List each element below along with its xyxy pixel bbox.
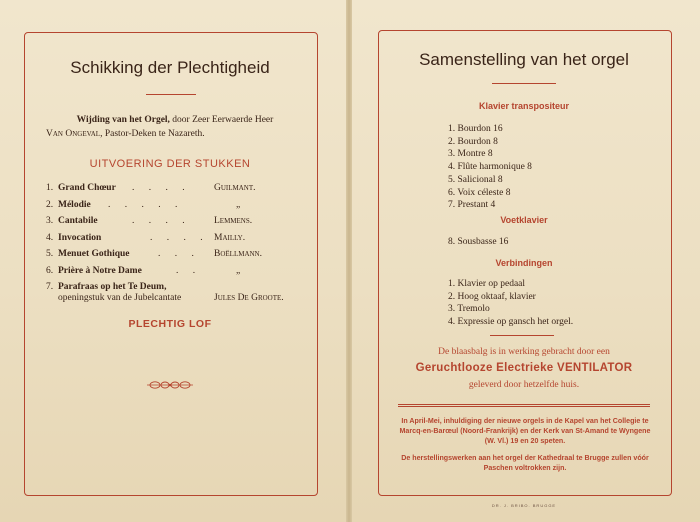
dedication-bold: Wijding van het Orgel, <box>76 115 170 125</box>
program-subtitle: openingstuk van de Jubelcantate <box>58 293 182 303</box>
title-rule <box>492 83 556 84</box>
title-rule <box>146 94 196 95</box>
ceremony-title: Schikking der Plechtigheid <box>70 58 270 77</box>
program-composer: Guilmant. <box>214 183 256 193</box>
ornament-icon <box>145 378 195 392</box>
page-fold <box>346 0 352 522</box>
program-item <box>46 216 306 233</box>
program-number: 7. <box>46 282 54 292</box>
program-heading: UITVOERING DER STUKKEN <box>89 158 251 170</box>
printer-imprint: DR. J. BRIBO. BRUGGE <box>491 503 557 508</box>
program-item <box>46 200 306 217</box>
dedication-name: Van Ongeval <box>46 129 101 139</box>
program-item <box>46 183 306 200</box>
program-piece: Grand Chœur <box>58 183 116 193</box>
program-dots: . . . . <box>132 183 191 193</box>
coupler-item: 4. Expressie op gansch het orgel. <box>448 317 574 328</box>
stop-item: 4. Flûte harmonique 8 <box>448 162 532 173</box>
pedal-list <box>448 236 508 249</box>
dedication-text-2: , Pastor-Deken te Nazareth. <box>100 129 205 139</box>
program-piece: Menuet Gothique <box>58 249 130 259</box>
stop-item: 8. Sousbasse 16 <box>448 237 509 247</box>
section-rule <box>490 335 554 336</box>
blower-line-1: De blaasbalg is in werking gebracht door een <box>438 347 610 357</box>
program-dots: . . . <box>158 249 200 259</box>
program-item <box>46 282 306 308</box>
section-heading: Voetklavier <box>500 215 548 225</box>
program-composer: „ <box>236 199 241 210</box>
program-composer: „ <box>236 265 241 276</box>
blower-line-3: geleverd door hetzelfde huis. <box>468 380 580 390</box>
notice-rule-top <box>398 404 650 405</box>
program-composer: Jules De Groote. <box>214 293 284 303</box>
blower-line-2: Geruchtlooze Electrieke VENTILATOR <box>415 362 633 374</box>
program-item <box>46 266 306 283</box>
stop-item: 3. Montre 8 <box>448 149 493 160</box>
stop-item: 6. Voix céleste 8 <box>448 187 511 198</box>
coupler-item: 3. Tremolo <box>448 304 490 315</box>
program-piece: Prière à Notre Dame <box>58 265 142 276</box>
program-number: 3. <box>46 216 54 226</box>
organ-title: Samenstelling van het orgel <box>419 50 629 69</box>
program-dots: . . <box>176 265 202 276</box>
section-heading: Klavier transpositeur <box>478 101 570 111</box>
stops-list <box>448 123 532 212</box>
closing-title: PLECHTIG LOF <box>128 318 212 330</box>
program-dots: . . . . <box>150 232 209 243</box>
program-number: 1. <box>46 183 54 193</box>
program-number: 2. <box>46 199 54 210</box>
program-number: 5. <box>46 249 54 259</box>
program-item <box>46 233 306 250</box>
dedication-line-1 <box>46 113 304 127</box>
notice-paragraph-2: De herstellingswerken aan het orgel der Kathedraal te Brugge zullen vóór Paschen voltrokken zijn. <box>401 454 649 472</box>
program-list <box>46 183 306 308</box>
stop-item: 1. Bourdon 16 <box>448 124 503 134</box>
dedication-line-2 <box>46 127 304 141</box>
coupler-item: 2. Hoog oktaaf, klavier <box>448 291 536 302</box>
program-piece: Mélodie <box>58 199 91 210</box>
program-dots: . . . . <box>132 216 191 226</box>
notice-rule-top-2 <box>398 406 650 407</box>
program-dots: . . . . . <box>108 199 184 210</box>
stop-item: 5. Salicional 8 <box>448 174 503 185</box>
program-composer: Lemmens. <box>214 216 253 226</box>
dedication-text-1: door Zeer Eerwaerde Heer <box>169 115 274 125</box>
program-composer: Boëllmann. <box>214 249 262 259</box>
stop-item: 2. Bourdon 8 <box>448 136 498 147</box>
program-piece: Cantabile <box>58 216 98 226</box>
program-piece: Invocation <box>58 232 102 243</box>
stop-item: 7. Prestant 4 <box>448 200 496 211</box>
program-composer: Mailly. <box>214 232 246 243</box>
section-heading: Verbindingen <box>495 258 553 268</box>
notice-paragraph-1: In April-Mei, inhuldiging der nieuwe orgels in de Kapel van het Collegie te Marcq-en-Barœul (Noord-Frankrijk) en der Kerk van St-Amand te Wyngene (W. Vl.) 19 en 20 speten. <box>399 417 651 445</box>
program-item <box>46 249 306 266</box>
program-number: 4. <box>46 232 54 243</box>
program-number: 6. <box>46 265 54 276</box>
program-piece: Parafraas op het Te Deum, <box>58 282 167 292</box>
coupler-item: 1. Klavier op pedaal <box>448 279 526 289</box>
couplers-list <box>448 278 573 329</box>
